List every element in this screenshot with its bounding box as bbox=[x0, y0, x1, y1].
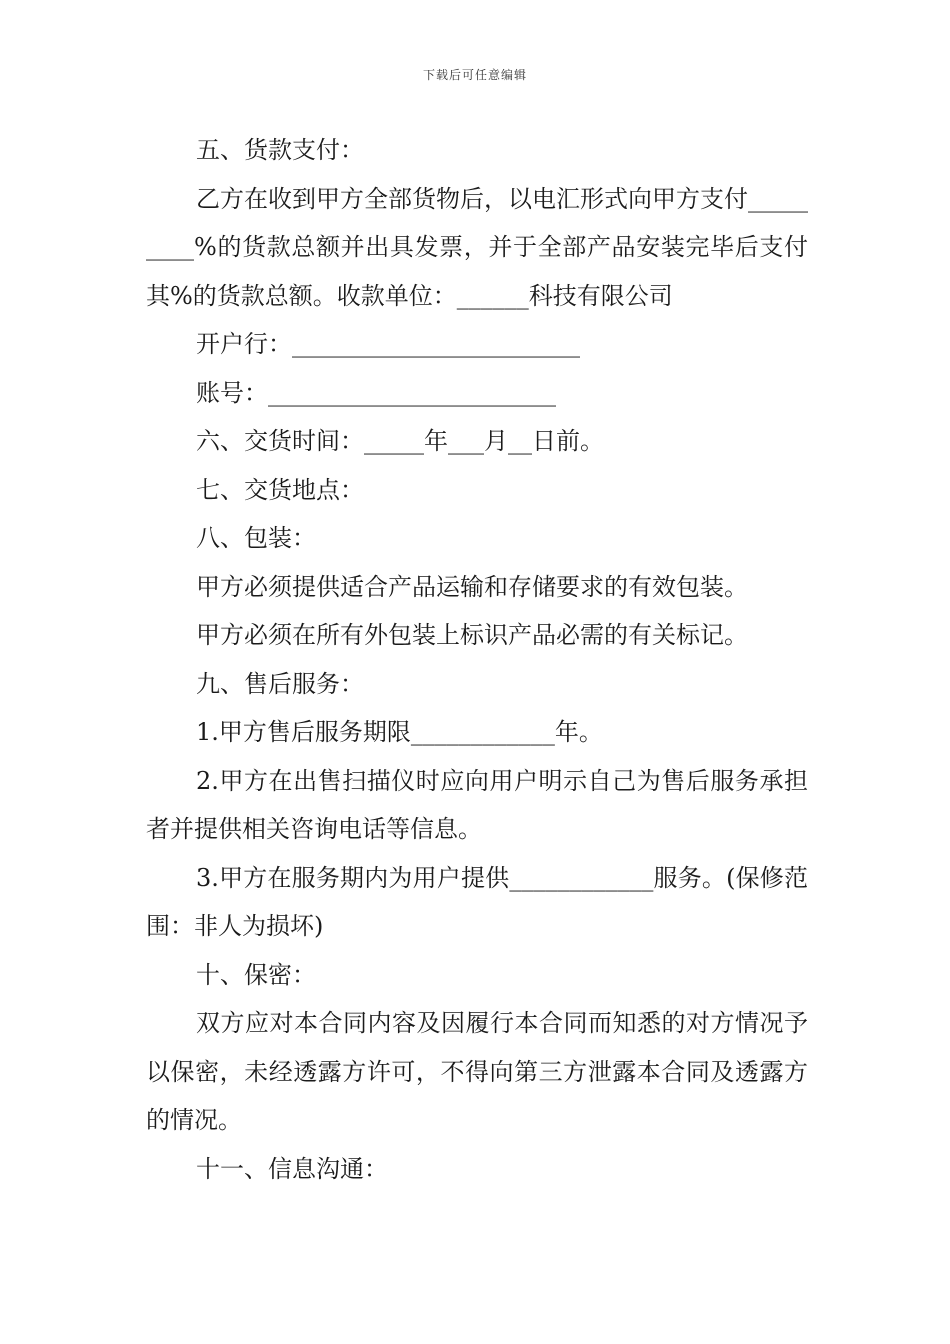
section-heading-confidentiality: 十、保密： bbox=[196, 960, 316, 989]
section-heading-delivery-time: 六、交货时间：_____年___月__日前。 bbox=[196, 427, 604, 455]
confidentiality-paragraph: 双方应对本合同内容及因履行本合同而知悉的对方情况予以保密，未经透露方许可，不得向第三方泄露本合同及透露方的情况。 bbox=[146, 1009, 808, 1134]
section-heading-payment: 五、货款支付： bbox=[196, 136, 364, 164]
after-sales-item-3: 3.甲方在服务期内为用户提供____________服务。(保修范围：非人为损坏) bbox=[146, 863, 808, 940]
section-heading-communication: 十一、信息沟通： bbox=[196, 1154, 388, 1183]
payment-terms-paragraph: 乙方在收到甲方全部货物后，以电汇形式向甲方支付_________%的货款总额并出具发票，并于全部产品安装完毕后支付其%的货款总额。收款单位：______科技有限公司 bbox=[146, 184, 808, 310]
page-header-note: 下载后可任意编辑 bbox=[422, 68, 527, 82]
bank-name-line: 开户行：________________________ bbox=[196, 330, 580, 358]
document-body bbox=[146, 126, 808, 1193]
packaging-paragraph-1: 甲方必须提供适合产品运输和存储要求的有效包装。 bbox=[196, 572, 748, 601]
after-sales-item-2: 2.甲方在出售扫描仪时应向用户明示自己为售后服务承担者并提供相关咨询电话等信息。 bbox=[146, 766, 808, 843]
section-heading-delivery-place: 七、交货地点： bbox=[196, 475, 364, 504]
packaging-paragraph-2: 甲方必须在所有外包装上标识产品必需的有关标记。 bbox=[196, 621, 748, 649]
section-heading-packaging: 八、包装： bbox=[196, 524, 316, 552]
account-number-line: 账号：________________________ bbox=[196, 378, 556, 407]
section-heading-after-sales: 九、售后服务： bbox=[196, 669, 364, 698]
after-sales-item-1: 1.甲方售后服务期限____________年。 bbox=[196, 718, 603, 746]
